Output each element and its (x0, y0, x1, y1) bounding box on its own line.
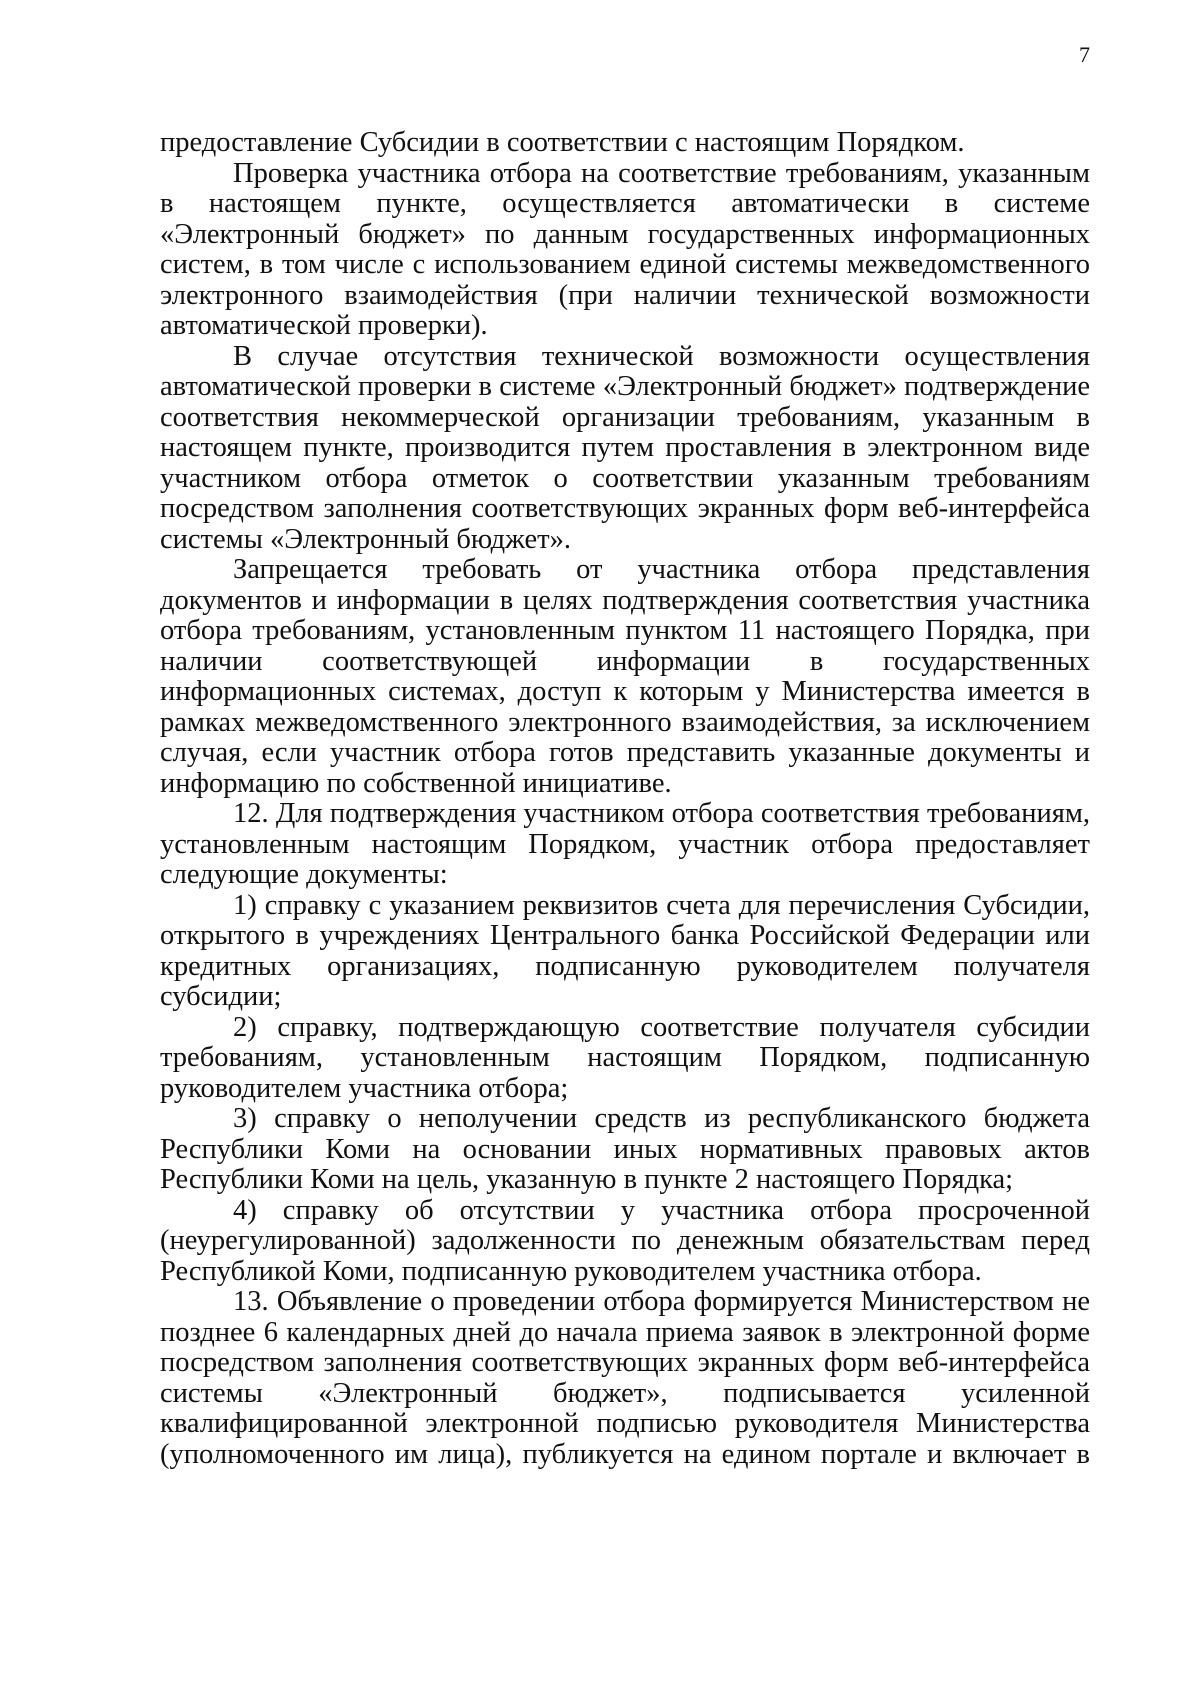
list-item-2: 2) справку, подтверждающую соответствие получателя субсидии требованиям, установленным настоящим Порядком, подписанную руководителем участника отбора; (160, 1011, 1090, 1104)
list-item-1: 1) справку с указанием реквизитов счета для перечисления Субсидии, открытого в учреждениях Центрального банка Российской Федерации или кредитных организациях, подписанную руководителем получателя субсидии; (160, 889, 1090, 1012)
page-number: 7 (1079, 42, 1090, 67)
list-item-4: 4) справку об отсутствии у участника отбора просроченной (неурегулированной) задолженности по денежным обязательствам перед Республикой Коми, подписанную руководителем участника отбора. (160, 1194, 1090, 1287)
paragraph-item-13: 13. Объявление о проведении отбора формируется Министерством не позднее 6 календарных дней до начала приема заявок в электронной форме посредством заполнения соответствующих экранных форм веб-интерфейса системы «Электронный бюджет», подписывается усиленной квалифицированной электронной подписью руководителя Министерства (уполномоченного им лица), публикуется на едином портале и включает в (160, 1286, 1090, 1470)
paragraph-automatic-check: Проверка участника отбора на соответствие требованиям, указанным в настоящем пункте, осуществляется автоматически в системе «Электронный бюджет» по данным государственных информационных систем, в том числе с использованием единой системы межведомственного электронного взаимодействия (при наличии технической возможности автоматической проверки). (160, 157, 1090, 341)
paragraph-prohibition: Запрещается требовать от участника отбора представления документов и информации в целях подтверждения соответствия участника отбора требованиям, установленным пунктом 11 настоящего Порядка, при наличии соответствующей информации в государственных информационных системах, доступ к которым у Министерства имеется в рамках межведомственного электронного взаимодействия, за исключением случая, если участник отбора готов представить указанные документы и информацию по собственной инициативе. (160, 554, 1090, 799)
document-body (160, 128, 1090, 1470)
paragraph-continuation: предоставление Субсидии в соответствии с настоящим Порядком. (160, 127, 965, 158)
paragraph-manual-check: В случае отсутствия технической возможности осуществления автоматической проверки в системе «Электронный бюджет» подтверждение соответствия некоммерческой организации требованиям, указанным в настоящем пункте, производится путем проставления в электронном виде участником отбора отметок о соответствии указанным требованиям посредством заполнения соответствующих экранных форм веб-интерфейса системы «Электронный бюджет». (160, 340, 1090, 555)
list-item-3: 3) справку о неполучении средств из республиканского бюджета Республики Коми на основании иных нормативных правовых актов Республики Коми на цель, указанную в пункте 2 настоящего Порядка; (160, 1103, 1090, 1195)
paragraph-item-12: 12. Для подтверждения участником отбора соответствия требованиям, установленным настоящим Порядком, участник отбора предоставляет следующие документы: (160, 798, 1090, 890)
